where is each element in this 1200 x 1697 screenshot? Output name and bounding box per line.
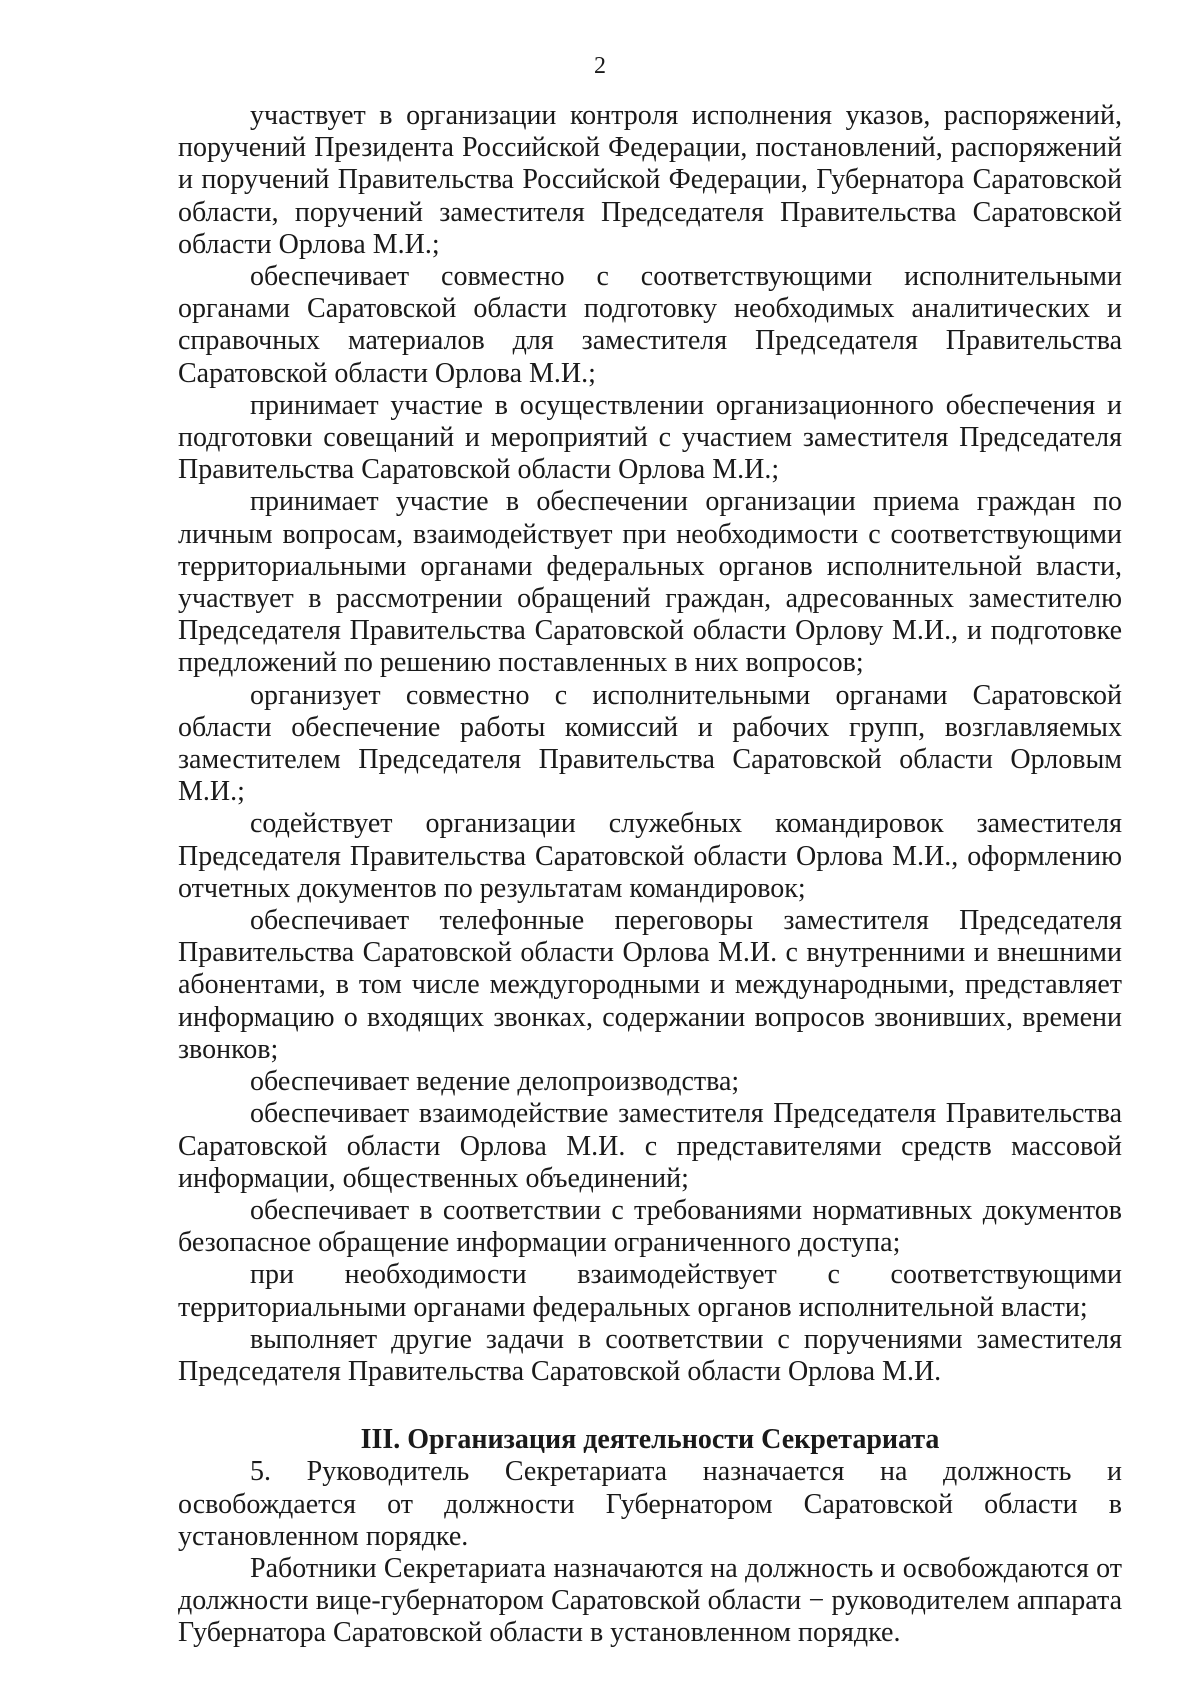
paragraph-other-tasks: выполняет другие задачи в соответствии с поручениями заместителя Председателя Правительства Саратовской области Орлова М.И. [178,1323,1122,1387]
paragraph-analytical-materials: обеспечивает совместно с соответствующими исполнительными органами Саратовской области подготовку необходимых аналитических и справочных материалов для заместителя Председателя Правительства Саратовской области Орлова М.И.; [178,261,1122,389]
paragraph-restricted-info: обеспечивает в соответствии с требованиями нормативных документов безопасное обращение информации ограниченного доступа; [178,1194,1122,1259]
paragraph-meetings-support: принимает участие в осуществлении организационного обеспечения и подготовки совещаний и мероприятий с участием заместителя Председателя Правительства Саратовской области Орлова М.И.; [178,389,1122,486]
paragraph-media-interaction: обеспечивает взаимодействие заместителя Председателя Правительства Саратовской области Орлова М.И. с представителями средств массовой информации, общественных объединений; [178,1098,1122,1194]
page-number: 2 [594,53,606,79]
paragraph-records-management: обеспечивает ведение делопроизводства; [250,1066,740,1098]
section-heading: III. Организация деятельности Секретариата [360,1424,940,1456]
paragraph-business-trips: содействует организации служебных командировок заместителя Председателя Правительства Саратовской области Орлова М.И., оформлению отчетных документов по результатам командировок; [178,808,1122,904]
paragraph-phone-calls: обеспечивает телефонные переговоры заместителя Председателя Правительства Саратовской области Орлова М.И. с внутренними и внешними абонентами, в том числе междугородными и международными, представляет информацию о входящих звонках, содержании вопросов звонивших, времени звонков; [178,905,1122,1065]
paragraph-territorial-bodies: при необходимости взаимодействует с соответствующими территориальными органами федеральных органов исполнительной власти; [178,1259,1122,1323]
paragraph-control-execution: участвует в организации контроля исполнения указов, распоряжений, поручений Президента Российской Федерации, постановлений, распоряжений и поручений Правительства Российской Федерации, Губернатора Саратовской области, поручений заместителя Председателя Правительства Саратовской области Орлова М.И.; [178,100,1122,260]
paragraph-staff-appointment: Работники Секретариата назначаются на должность и освобождаются от должности вице-губернатором Саратовской области − руководителем аппарата Губернатора Саратовской области в установленном порядке. [178,1552,1122,1649]
paragraph-citizen-reception: принимает участие в обеспечении организации приема граждан по личным вопросам, взаимодействует при необходимости с соответствующими территориальными органами федеральных органов исполнительной власти, участвует в рассмотрении обращений граждан, адресованных заместителю Председателя Правительства Саратовской области Орлову М.И., и подготовке предложений по решению поставленных в них вопросов; [178,486,1122,679]
paragraph-head-appointment: 5. Руководитель Секретариата назначается на должность и освобождается от должности Губернатором Саратовской области в установленном порядке. [178,1456,1122,1552]
paragraph-commissions: организует совместно с исполнительными органами Саратовской области обеспечение работы комиссий и рабочих групп, возглавляемых заместителем Председателя Правительства Саратовской области Орловым М.И.; [178,679,1122,808]
document-body [178,100,1122,1650]
